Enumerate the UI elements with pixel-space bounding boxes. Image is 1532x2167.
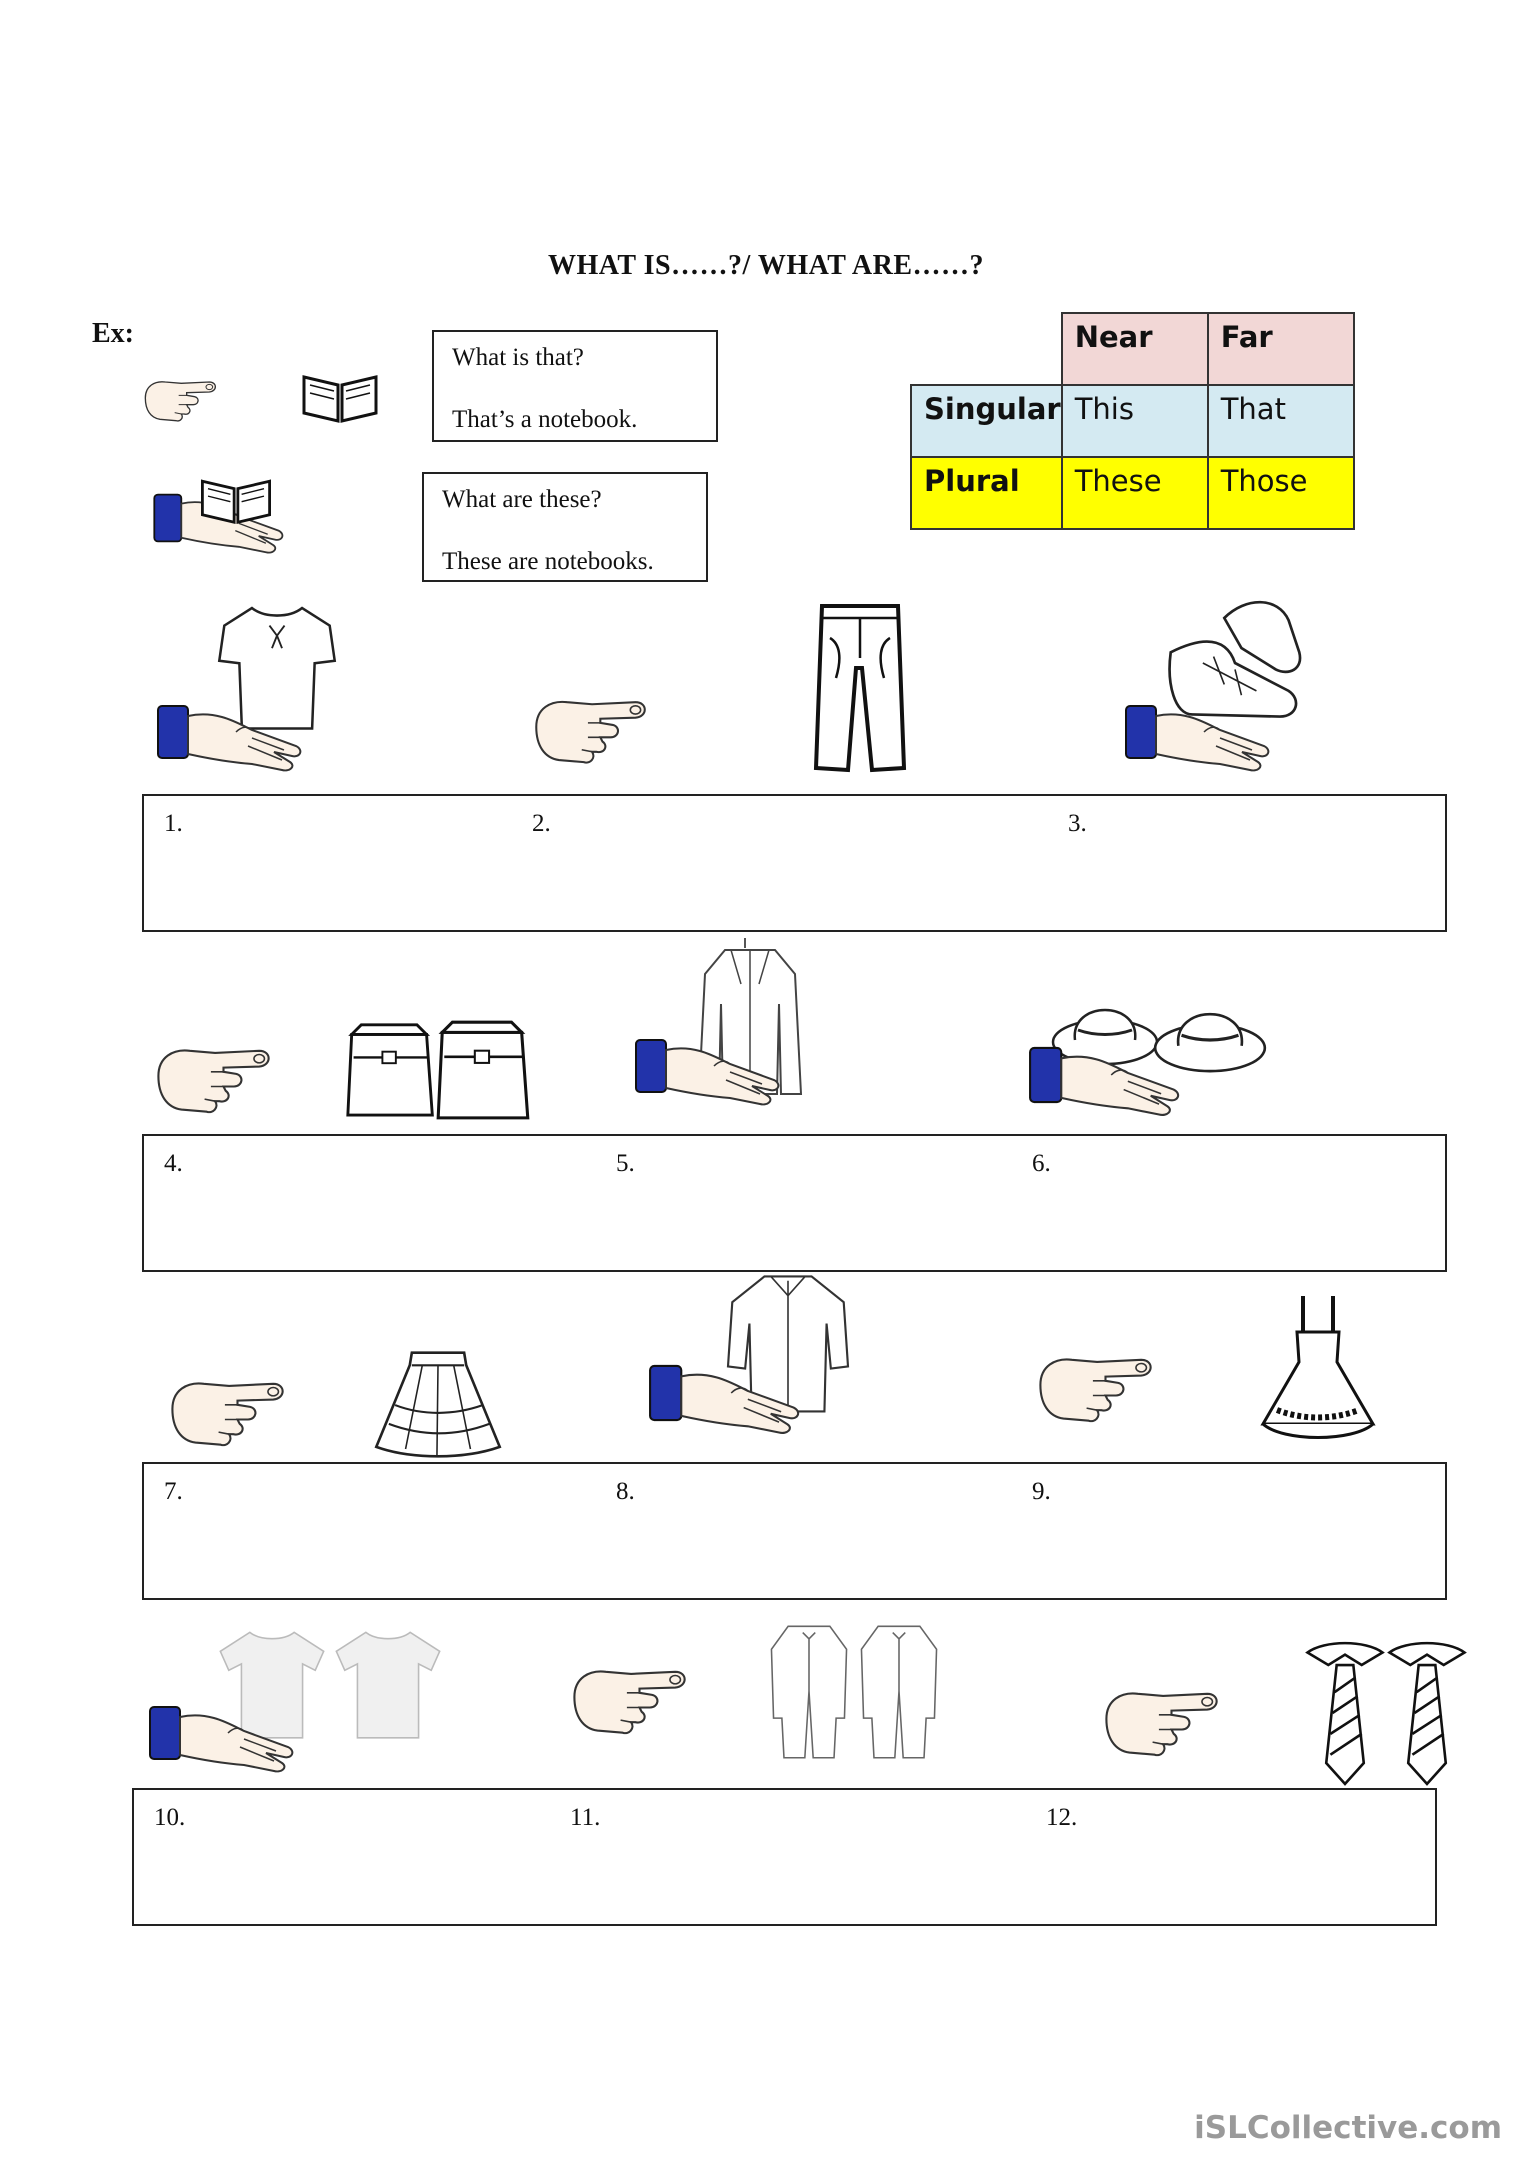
open-hand-icon — [648, 1346, 804, 1440]
item-number-1: 1. — [164, 810, 183, 837]
example-question: What are these? — [442, 486, 602, 513]
tie-icon — [1384, 1640, 1470, 1786]
pointing-hand-icon — [140, 370, 220, 426]
tshirt-icon — [330, 1622, 446, 1746]
open-hand-icon — [634, 1022, 784, 1110]
open-hand-icon — [148, 1690, 298, 1776]
suit-icon — [856, 1618, 942, 1764]
item-number-8: 8. — [616, 1478, 635, 1505]
item-number-2: 2. — [532, 810, 551, 837]
skirt-icon — [370, 1346, 506, 1462]
item-number-12: 12. — [1046, 1804, 1078, 1831]
backpack-icon — [432, 1012, 538, 1124]
pants-icon — [810, 598, 910, 778]
book-icon — [300, 360, 380, 430]
pointing-hand-icon — [150, 1030, 276, 1122]
item-number-7: 7. — [164, 1478, 183, 1505]
table-header-far: Far — [1208, 313, 1354, 385]
example-answer: These are notebooks. — [442, 548, 654, 575]
item-number-9: 9. — [1032, 1478, 1051, 1505]
backpack-icon — [344, 1012, 440, 1124]
book-icon — [186, 470, 286, 526]
item-number-5: 5. — [616, 1150, 635, 1177]
example-box-plural — [422, 472, 708, 582]
pointing-hand-icon — [1098, 1672, 1224, 1766]
table-corner — [911, 313, 1062, 385]
worksheet-title: WHAT IS……?/ WHAT ARE……? — [548, 250, 984, 281]
pointing-hand-icon — [528, 684, 652, 770]
pointing-hand-icon — [1032, 1338, 1158, 1432]
pointing-hand-icon — [164, 1362, 290, 1456]
item-number-3: 3. — [1068, 810, 1087, 837]
item-number-10: 10. — [154, 1804, 186, 1831]
answer-box-row-4 — [132, 1788, 1437, 1926]
table-cell-this: This — [1062, 385, 1208, 457]
table-row-label-plural: Plural — [911, 457, 1062, 529]
table-cell-these: These — [1062, 457, 1208, 529]
watermark: iSLCollective.com — [1194, 2110, 1502, 2146]
open-hand-icon — [156, 692, 306, 772]
pointing-hand-icon — [566, 1650, 692, 1744]
example-question: What is that? — [452, 344, 584, 371]
item-number-11: 11. — [570, 1804, 601, 1831]
open-hand-icon — [1124, 692, 1274, 772]
demonstratives-table — [910, 312, 1355, 530]
table-cell-those: Those — [1208, 457, 1354, 529]
answer-box-row-2 — [142, 1134, 1447, 1272]
item-number-6: 6. — [1032, 1150, 1051, 1177]
item-number-4: 4. — [164, 1150, 183, 1177]
table-header-near: Near — [1062, 313, 1208, 385]
table-row-label-singular: Singular — [911, 385, 1062, 457]
tie-icon — [1302, 1640, 1388, 1786]
answer-box-row-3 — [142, 1462, 1447, 1600]
suit-icon — [766, 1618, 852, 1764]
open-hand-icon — [1028, 1030, 1184, 1120]
example-label: Ex: — [92, 318, 134, 349]
answer-box-row-1 — [142, 794, 1447, 932]
table-cell-that: That — [1208, 385, 1354, 457]
example-answer: That’s a notebook. — [452, 406, 638, 433]
example-box-singular — [432, 330, 718, 442]
dress-icon — [1250, 1292, 1386, 1462]
